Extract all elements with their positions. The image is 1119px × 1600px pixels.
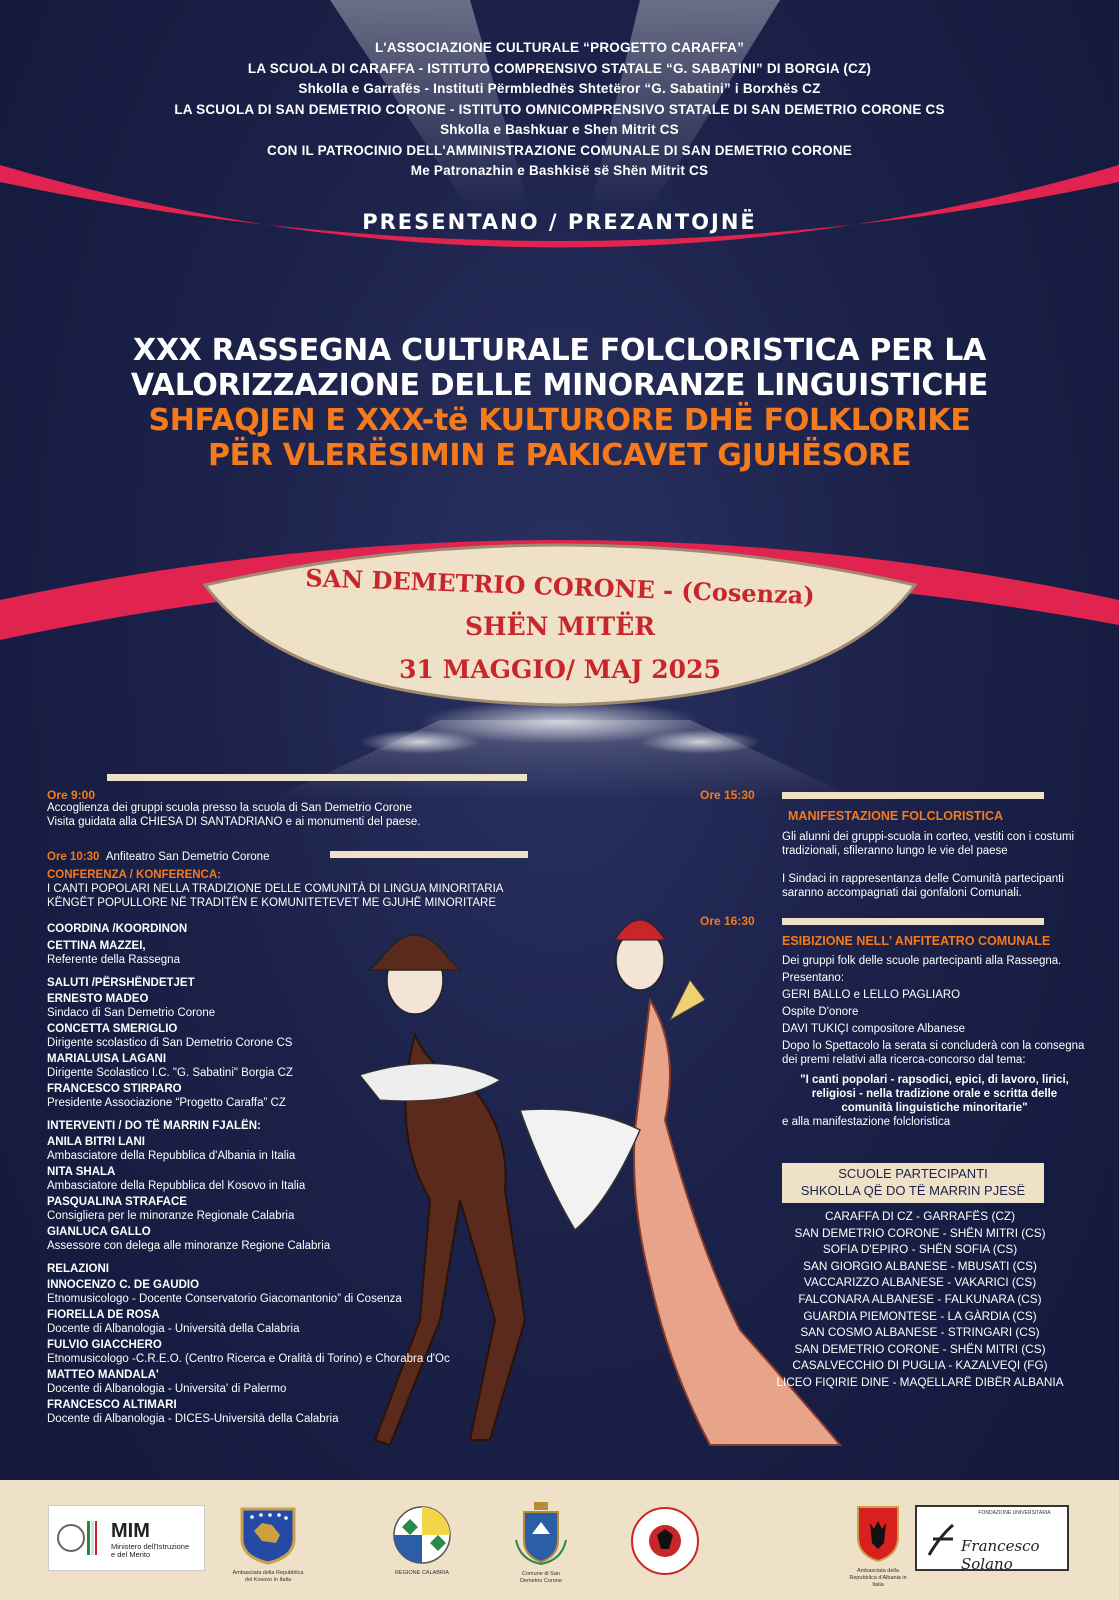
mim-logo: [48, 1505, 205, 1571]
guest: DAVI TUKIÇI compositore Albanese: [782, 1023, 966, 1035]
program-text: I Sindaci in rappresentanza delle Comunità partecipanti saranno accompagnati dai gonfaloni Comunali.: [782, 873, 1064, 899]
organizer-line: LA SCUOLA DI SAN DEMETRIO CORONE - ISTITUTO OMNICOMPRENSIVO STATALE DI SAN DEMETRIO CORONE CS: [174, 101, 945, 117]
organizer-line: LA SCUOLA DI CARAFFA - ISTITUTO COMPRENSIVO STATALE “G. SABATINI” DI BORGIA (CZ): [247, 60, 872, 76]
francesco-solano-logo: [915, 1505, 1069, 1571]
person-role: Docente di Albanologia - Università della Calabria: [47, 1323, 300, 1335]
kosovo-caption: Ambasciata della Repubblica del Kosovo in Italia: [232, 1570, 304, 1583]
organizer-line: L'ASSOCIAZIONE CULTURALE “PROGETTO CARAFFA”: [374, 40, 745, 55]
school-item: SAN DEMETRIO CORONE - SHËN MITRI (CS): [794, 1341, 1046, 1356]
exhibition-heading: ESIBIZIONE NELL' ANFITEATRO COMUNALE: [782, 934, 1051, 948]
schools-list: [770, 1208, 1070, 1391]
school-item: SAN DEMETRIO CORONE - SHËN MITRI (CS): [794, 1225, 1046, 1240]
program-item-9: [47, 801, 547, 829]
contest-theme: "I canti popolari - rapsodici, epici, di lavoro, lirici, religiosi - nella tradizione orale e scritta delle comunità linguistiche minoritarie": [800, 1074, 1069, 1114]
section-heading: RELAZIONI: [47, 1263, 109, 1275]
albania-embassy-logo: [846, 1503, 910, 1588]
title-italian-line: XXX RASSEGNA CULTURALE FOLCLORISTICA PER LA: [133, 333, 986, 368]
organizers-block: [0, 38, 1119, 182]
school-item: CARAFFA DI CZ - GARRAFËS (CZ): [824, 1209, 1016, 1223]
program-item-1030: [47, 850, 567, 1426]
section-heading: COORDINA /KOORDINON: [47, 923, 188, 935]
comune-caption: Comune di San Demetrio Corone: [520, 1571, 562, 1584]
person-name: FULVIO GIACCHERO: [47, 1339, 162, 1351]
kosovo-embassy-logo: [232, 1505, 304, 1585]
title-albanian-line: SHFAQJEN E XXX-të KULTURORE DHË FOLKLORIKE: [148, 403, 971, 438]
school-item: LICEO FIQIRIE DINE - MAQELLARË DIBËR ALBANIA: [776, 1374, 1064, 1389]
time-place: Anfiteatro San Demetrio Corone: [105, 851, 270, 863]
program-text: Gli alunni dei gruppi-scuola in corteo, vestiti con i costumi tradizionali, sfileranno lungo le vie del paese: [782, 831, 1075, 857]
comune-crest-icon: [512, 1500, 570, 1566]
conference-title-sq: KËNGËT POPULLORE NË TRADITËN E KOMUNITETEVET ME GJUHË MINORITARE: [47, 897, 496, 909]
person-role: Presidente Associazione “Progetto Caraffa” CZ: [47, 1097, 286, 1109]
organizer-line: CON IL PATROCINIO DELL'AMMINISTRAZIONE COMUNALE DI SAN DEMETRIO CORONE: [267, 142, 852, 158]
person-name: PASQUALINA STRAFACE: [47, 1196, 187, 1208]
program-text: e alla manifestazione folcloristica: [782, 1116, 951, 1128]
person-name: INNOCENZO C. DE GAUDIO: [47, 1279, 200, 1291]
school-item: GUARDIA PIEMONTESE - LA GÀRDIA (CS): [803, 1308, 1037, 1323]
comune-logo: [512, 1500, 570, 1584]
spotlight-glow: [640, 730, 760, 754]
presentano-heading: PRESENTANO / PREZANTOJNË: [362, 210, 757, 234]
kosovo-coat-of-arms-icon: [232, 1505, 304, 1565]
time-label: Ore 15:30: [700, 788, 755, 802]
albania-coat-of-arms-icon: [846, 1503, 910, 1563]
program-text: Visita guidata alla CHIESA DI SANTADRIANO e ai monumenti del paese.: [47, 816, 421, 828]
school-item: SAN COSMO ALBANESE - STRINGARI (CS): [800, 1325, 1040, 1340]
event-date: 31 MAGGIO/ MAJ 2025: [399, 655, 721, 684]
program-text: Dei gruppi folk delle scuole partecipanti alla Rassegna.: [782, 955, 1062, 967]
person-role: Dirigente Scolastico I.C. "G. Sabatini" Borgia CZ: [47, 1067, 293, 1079]
solano-name: Francesco Solano: [961, 1537, 1040, 1573]
person-role: Etnomusicologo -C.R.E.O. (Centro Ricerca e Oralità di Torino) e Chorabra d'Oc: [47, 1353, 450, 1365]
organizer-line: Shkolla e Bashkuar e Shen Mitrit CS: [440, 122, 679, 137]
person-role: Referente della Rassegna: [47, 954, 180, 966]
progetto-caraffa-logo: [625, 1505, 705, 1585]
organizer-line: Me Patronazhin e Bashkisë së Shën Mitrit CS: [410, 163, 709, 178]
time-label: Ore 16:30: [700, 914, 755, 928]
program-item-1630: [782, 934, 1087, 1129]
program-item-1530: [782, 809, 1082, 900]
solano-monogram-icon: [923, 1515, 963, 1565]
divider-bar: [782, 792, 1044, 799]
main-title: [0, 333, 1119, 473]
program-text: Dopo lo Spettacolo la serata si concluderà con la consegna dei premi relativi alla ricerca-concorso dal tema:: [782, 1040, 1085, 1066]
title-albanian-line: PËR VLERËSIMIN E PAKICAVET GJUHËSORE: [207, 438, 912, 473]
program-text: Accoglienza dei gruppi scuola presso la scuola di San Demetrio Corone: [47, 802, 413, 814]
schools-heading-box: [782, 1163, 1044, 1203]
person-name: NITA SHALA: [47, 1166, 116, 1178]
person-name: FIORELLA DE ROSA: [47, 1309, 160, 1321]
school-item: SAN GIORGIO ALBANESE - MBUSATI (CS): [803, 1258, 1037, 1273]
presenters: GERI BALLO e LELLO PAGLIARO: [782, 989, 961, 1001]
caraffa-caption: [625, 1505, 705, 1577]
person-name: GIANLUCA GALLO: [47, 1226, 151, 1238]
person-role: Docente di Albanologia - DICES-Università della Calabria: [47, 1413, 339, 1425]
italy-emblem-icon: [55, 1513, 97, 1563]
program-text: Presentano:: [782, 972, 845, 984]
school-item: CASALVECCHIO DI PUGLIA - KAZALVEQI (FG): [792, 1358, 1048, 1373]
venue-place: SAN DEMETRIO CORONE - (Cosenza): [304, 563, 816, 610]
school-item: VACCARIZZO ALBANESE - VAKARICI (CS): [803, 1275, 1037, 1290]
mim-subtitle: Ministero dell'Istruzione e del Merito: [111, 1542, 190, 1559]
solano-supertitle: FONDAZIONE UNIVERSITARIA: [978, 1510, 1051, 1516]
person-role: Etnomusicologo - Docente Conservatorio Giacomantonio” di Cosenza: [47, 1293, 402, 1305]
person-name: FRANCESCO STIRPARO: [47, 1083, 182, 1095]
section-heading: INTERVENTI / DO TË MARRIN FJALËN:: [47, 1120, 261, 1132]
conference-title-it: I CANTI POPOLARI NELLA TRADIZIONE DELLE COMUNITÀ DI LINGUA MINORITARIA: [47, 883, 504, 895]
person-role: Dirigente scolastico di San Demetrio Corone CS: [47, 1037, 293, 1049]
mim-title: MIM: [111, 1520, 150, 1542]
school-item: FALCONARA ALBANESE - FALKUNARA (CS): [798, 1291, 1042, 1306]
calabria-emblem-icon: [390, 1505, 454, 1565]
section-heading: SALUTI /PËRSHËNDETJET: [47, 977, 195, 989]
person-name: ANILA BITRI LANI: [47, 1136, 145, 1148]
school-item: SOFIA D'EPIRO - SHËN SOFIA (CS): [822, 1242, 1018, 1257]
person-role: Docente di Albanologia - Universita' di Palermo: [47, 1383, 287, 1395]
divider-bar: [782, 918, 1044, 925]
person-role: Ambasciatore della Repubblica del Kosovo in Italia: [47, 1180, 306, 1192]
venue-place-albanian: SHËN MITËR: [464, 612, 656, 641]
time-label: Ore 10:30: [47, 851, 100, 863]
person-name: MARIALUISA LAGANI: [47, 1053, 167, 1065]
person-name: ERNESTO MADEO: [47, 993, 149, 1005]
person-role: Ambasciatore della Repubblica d'Albania in Italia: [47, 1150, 296, 1162]
title-italian-line: VALORIZZAZIONE DELLE MINORANZE LINGUISTICHE: [130, 368, 989, 403]
divider-bar: [107, 774, 527, 781]
person-name: CONCETTA SMERIGLIO: [47, 1023, 178, 1035]
person-name: CETTINA MAZZEI,: [47, 940, 146, 952]
person-role: Assessore con delega alle minoranze Regione Calabria: [47, 1240, 331, 1252]
person-role: Consigliera per le minoranze Regionale Calabria: [47, 1210, 295, 1222]
schools-heading-albanian: SHKOLLA QË DO TË MARRIN PJESË: [800, 1183, 1026, 1198]
person-name: MATTEO MANDALA': [47, 1369, 159, 1381]
program-text: Ospite D'onore: [782, 1006, 859, 1018]
person-name: FRANCESCO ALTIMARI: [47, 1399, 177, 1411]
time-label: Ore 9:00: [47, 788, 96, 802]
conference-heading: CONFERENZA / KONFERENCA:: [47, 869, 221, 881]
calabria-caption: REGIONE CALABRIA: [394, 1570, 450, 1576]
regione-calabria-logo: [390, 1505, 454, 1585]
manifestation-heading: MANIFESTAZIONE FOLCLORISTICA: [788, 809, 1004, 823]
person-role: Sindaco di San Demetrio Corone: [47, 1007, 216, 1019]
schools-heading: SCUOLE PARTECIPANTI: [838, 1166, 988, 1181]
organizer-line: Shkolla e Garrafës - Instituti Përmbledhës Shtetëror “G. Sabatini” i Borxhës CZ: [298, 81, 821, 96]
albania-caption: Ambasciata della Repubblica d'Albania in Italia: [849, 1568, 907, 1588]
spotlight-glow: [360, 730, 480, 754]
